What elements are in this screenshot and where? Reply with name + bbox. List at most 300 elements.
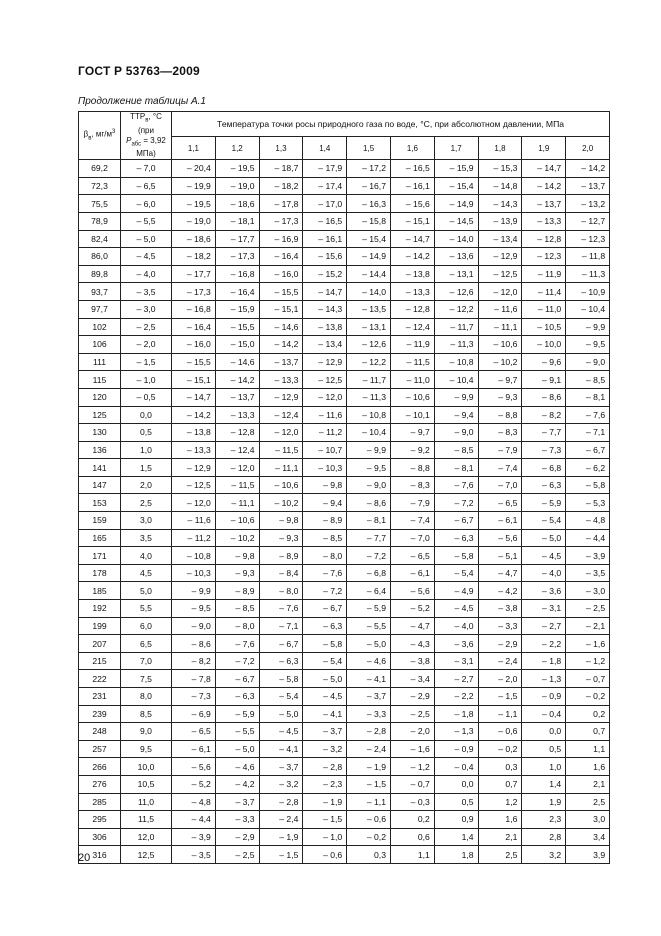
value-cell: – 8,5: [566, 371, 610, 389]
value-cell: – 16,4: [215, 283, 259, 301]
value-cell: – 14,2: [522, 177, 566, 195]
value-cell: – 15,8: [347, 212, 391, 230]
concentration-cell: 111: [79, 353, 121, 371]
value-cell: – 4,7: [390, 617, 434, 635]
concentration-cell: 231: [79, 688, 121, 706]
value-cell: – 8,4: [259, 564, 303, 582]
value-cell: – 10,4: [434, 371, 478, 389]
value-cell: 3,9: [566, 846, 610, 864]
value-cell: 0,0: [522, 723, 566, 741]
dew-point-cell: – 0,5: [121, 388, 172, 406]
value-cell: – 5,9: [347, 600, 391, 618]
pressure-header-cell: 2,0: [566, 137, 610, 160]
value-cell: – 19,5: [215, 160, 259, 178]
value-cell: – 3,8: [390, 652, 434, 670]
value-cell: – 3,9: [172, 828, 216, 846]
value-cell: – 8,2: [522, 406, 566, 424]
value-cell: – 7,1: [259, 617, 303, 635]
value-cell: – 2,0: [390, 723, 434, 741]
value-cell: – 7,0: [390, 529, 434, 547]
value-cell: – 17,0: [303, 195, 347, 213]
value-cell: – 14,7: [172, 388, 216, 406]
value-cell: – 4,1: [259, 740, 303, 758]
dew-point-cell: – 7,0: [121, 160, 172, 178]
value-cell: – 15,9: [434, 160, 478, 178]
value-cell: – 5,8: [566, 476, 610, 494]
value-cell: – 3,7: [303, 723, 347, 741]
value-cell: – 6,3: [259, 652, 303, 670]
value-cell: – 9,0: [347, 476, 391, 494]
table-row: [79, 476, 610, 494]
value-cell: – 1,0: [303, 828, 347, 846]
value-cell: – 15,5: [172, 353, 216, 371]
value-cell: – 16,4: [172, 318, 216, 336]
concentration-cell: 102: [79, 318, 121, 336]
value-cell: 0,5: [522, 740, 566, 758]
column-header-concentration: $\beta_в$, $мг/м^3$: [79, 112, 121, 160]
value-cell: – 6,1: [390, 564, 434, 582]
table-row: [79, 547, 610, 565]
value-cell: – 10,2: [215, 529, 259, 547]
value-cell: – 3,7: [215, 793, 259, 811]
concentration-cell: 199: [79, 617, 121, 635]
value-cell: – 0,6: [478, 723, 522, 741]
table-row: [79, 635, 610, 653]
dew-point-cell: – 2,0: [121, 336, 172, 354]
value-cell: – 9,3: [478, 388, 522, 406]
page-number: 20: [78, 852, 91, 864]
value-cell: – 6,3: [215, 688, 259, 706]
table-row: [79, 212, 610, 230]
value-cell: – 3,5: [566, 564, 610, 582]
value-cell: – 6,7: [303, 600, 347, 618]
value-cell: – 5,1: [478, 547, 522, 565]
table-row: [79, 600, 610, 618]
table-row: [79, 564, 610, 582]
concentration-cell: 178: [79, 564, 121, 582]
value-cell: 1,6: [566, 758, 610, 776]
dew-point-cell: – 4,5: [121, 248, 172, 266]
value-cell: – 11,9: [390, 336, 434, 354]
value-cell: – 1,2: [390, 758, 434, 776]
value-cell: 1,6: [478, 811, 522, 829]
value-cell: – 11,7: [347, 371, 391, 389]
value-cell: – 4,5: [303, 688, 347, 706]
value-cell: – 11,1: [215, 494, 259, 512]
value-cell: – 0,4: [522, 705, 566, 723]
dew-point-cell: 3,5: [121, 529, 172, 547]
value-cell: – 2,9: [478, 635, 522, 653]
value-cell: – 7,8: [172, 670, 216, 688]
table-row: [79, 582, 610, 600]
value-cell: – 1,3: [434, 723, 478, 741]
value-cell: 3,2: [522, 846, 566, 864]
value-cell: – 9,4: [303, 494, 347, 512]
value-cell: – 15,5: [259, 283, 303, 301]
value-cell: – 1,3: [522, 670, 566, 688]
value-cell: – 9,9: [172, 582, 216, 600]
column-group-header-pressure: Температура точки росы природного газа по воде, °С, при абсолютном давлении, МПа: [172, 112, 610, 137]
value-cell: – 17,9: [303, 160, 347, 178]
value-cell: – 13,1: [347, 318, 391, 336]
concentration-cell: 75,5: [79, 195, 121, 213]
value-cell: – 14,2: [566, 160, 610, 178]
value-cell: – 4,5: [259, 723, 303, 741]
table-row: [79, 758, 610, 776]
concentration-cell: 141: [79, 459, 121, 477]
value-cell: – 8,8: [478, 406, 522, 424]
value-cell: – 11,5: [215, 476, 259, 494]
value-cell: – 4,6: [215, 758, 259, 776]
value-cell: – 8,1: [347, 512, 391, 530]
table-row: [79, 248, 610, 266]
value-cell: – 11,2: [172, 529, 216, 547]
dew-point-cell: 11,0: [121, 793, 172, 811]
value-cell: – 5,4: [434, 564, 478, 582]
value-cell: 1,2: [478, 793, 522, 811]
value-cell: – 9,9: [434, 388, 478, 406]
value-cell: – 7,7: [522, 424, 566, 442]
concentration-cell: 285: [79, 793, 121, 811]
value-cell: – 9,4: [434, 406, 478, 424]
value-cell: – 18,2: [259, 177, 303, 195]
value-cell: – 3,0: [566, 582, 610, 600]
dew-point-cell: 1,5: [121, 459, 172, 477]
table-row: [79, 406, 610, 424]
value-cell: – 0,7: [390, 775, 434, 793]
value-cell: – 11,5: [259, 441, 303, 459]
value-cell: 2,5: [478, 846, 522, 864]
value-cell: – 14,7: [303, 283, 347, 301]
value-cell: – 4,4: [566, 529, 610, 547]
value-cell: – 8,5: [434, 441, 478, 459]
value-cell: – 5,9: [215, 705, 259, 723]
value-cell: – 10,8: [172, 547, 216, 565]
value-cell: – 1,5: [478, 688, 522, 706]
table-body: [79, 160, 610, 864]
value-cell: – 14,2: [259, 336, 303, 354]
concentration-cell: 125: [79, 406, 121, 424]
value-cell: – 13,1: [434, 265, 478, 283]
value-cell: – 2,4: [259, 811, 303, 829]
value-cell: – 13,8: [390, 265, 434, 283]
value-cell: – 12,8: [390, 300, 434, 318]
table-row: [79, 670, 610, 688]
table-row: [79, 828, 610, 846]
value-cell: – 8,2: [172, 652, 216, 670]
value-cell: – 13,7: [259, 353, 303, 371]
value-cell: – 14,6: [259, 318, 303, 336]
value-cell: – 9,6: [522, 353, 566, 371]
value-cell: – 13,8: [172, 424, 216, 442]
value-cell: – 8,8: [390, 459, 434, 477]
value-cell: – 1,9: [303, 793, 347, 811]
pressure-header-cell: 1,5: [347, 137, 391, 160]
value-cell: – 16,1: [303, 230, 347, 248]
value-cell: – 15,3: [478, 160, 522, 178]
value-cell: – 13,3: [215, 406, 259, 424]
value-cell: – 19,0: [215, 177, 259, 195]
value-cell: – 14,2: [172, 406, 216, 424]
table-row: [79, 740, 610, 758]
value-cell: – 2,5: [215, 846, 259, 864]
value-cell: – 0,2: [347, 828, 391, 846]
value-cell: – 12,8: [215, 424, 259, 442]
value-cell: – 2,3: [303, 775, 347, 793]
value-cell: – 12,0: [215, 459, 259, 477]
value-cell: – 9,9: [347, 441, 391, 459]
value-cell: – 6,2: [566, 459, 610, 477]
value-cell: 0,6: [390, 828, 434, 846]
value-cell: – 6,9: [172, 705, 216, 723]
value-cell: – 5,0: [215, 740, 259, 758]
value-cell: – 11,1: [478, 318, 522, 336]
pressure-header-cell: 1,7: [434, 137, 478, 160]
value-cell: – 0,9: [434, 740, 478, 758]
dew-point-cell: – 5,5: [121, 212, 172, 230]
value-cell: – 15,4: [347, 230, 391, 248]
value-cell: – 3,6: [434, 635, 478, 653]
value-cell: – 12,5: [303, 371, 347, 389]
value-cell: – 17,7: [172, 265, 216, 283]
dew-point-cell: 0,5: [121, 424, 172, 442]
value-cell: – 12,9: [478, 248, 522, 266]
table-row: [79, 846, 610, 864]
value-cell: – 15,5: [215, 318, 259, 336]
value-cell: 0,9: [434, 811, 478, 829]
value-cell: – 1,6: [390, 740, 434, 758]
value-cell: – 11,3: [347, 388, 391, 406]
value-cell: – 1,2: [566, 652, 610, 670]
value-cell: – 8,1: [566, 388, 610, 406]
value-cell: – 12,0: [172, 494, 216, 512]
value-cell: – 15,1: [172, 371, 216, 389]
concentration-cell: 147: [79, 476, 121, 494]
value-cell: – 1,5: [347, 775, 391, 793]
concentration-cell: 86,0: [79, 248, 121, 266]
value-cell: – 10,0: [522, 336, 566, 354]
table-row: [79, 723, 610, 741]
value-cell: – 3,2: [259, 775, 303, 793]
value-cell: – 2,1: [566, 617, 610, 635]
value-cell: – 8,6: [172, 635, 216, 653]
concentration-cell: 257: [79, 740, 121, 758]
value-cell: 1,9: [522, 793, 566, 811]
value-cell: – 13,4: [303, 336, 347, 354]
value-cell: – 14,6: [215, 353, 259, 371]
value-cell: – 12,0: [478, 283, 522, 301]
value-cell: 1,0: [522, 758, 566, 776]
value-cell: – 9,3: [259, 529, 303, 547]
value-cell: – 11,2: [303, 424, 347, 442]
value-cell: – 16,5: [390, 160, 434, 178]
value-cell: – 5,5: [215, 723, 259, 741]
value-cell: – 0,6: [303, 846, 347, 864]
value-cell: 0,0: [434, 775, 478, 793]
value-cell: – 16,8: [215, 265, 259, 283]
value-cell: – 3,6: [522, 582, 566, 600]
value-cell: – 7,6: [434, 476, 478, 494]
value-cell: – 15,9: [215, 300, 259, 318]
value-cell: – 8,3: [478, 424, 522, 442]
value-cell: – 5,4: [303, 652, 347, 670]
concentration-cell: 192: [79, 600, 121, 618]
value-cell: – 14,0: [347, 283, 391, 301]
value-cell: – 11,0: [390, 371, 434, 389]
value-cell: – 5,0: [347, 635, 391, 653]
dew-point-cell: – 6,5: [121, 177, 172, 195]
concentration-cell: 215: [79, 652, 121, 670]
value-cell: – 13,6: [434, 248, 478, 266]
value-cell: – 10,1: [390, 406, 434, 424]
concentration-cell: 153: [79, 494, 121, 512]
dew-point-cell: 2,0: [121, 476, 172, 494]
value-cell: – 10,8: [434, 353, 478, 371]
value-cell: – 18,6: [172, 230, 216, 248]
value-cell: – 11,6: [478, 300, 522, 318]
value-cell: – 13,7: [566, 177, 610, 195]
value-cell: – 1,1: [347, 793, 391, 811]
value-cell: – 5,0: [522, 529, 566, 547]
concentration-cell: 97,7: [79, 300, 121, 318]
value-cell: – 3,7: [347, 688, 391, 706]
table-caption: Продолжение таблицы А.1: [78, 96, 206, 107]
concentration-cell: 93,7: [79, 283, 121, 301]
table-row: [79, 424, 610, 442]
value-cell: – 7,2: [215, 652, 259, 670]
value-cell: – 14,5: [434, 212, 478, 230]
value-cell: – 12,8: [522, 230, 566, 248]
value-cell: – 6,8: [522, 459, 566, 477]
value-cell: 0,7: [566, 723, 610, 741]
dew-point-cell: – 1,5: [121, 353, 172, 371]
concentration-cell: 185: [79, 582, 121, 600]
value-cell: – 12,4: [215, 441, 259, 459]
value-cell: – 15,4: [434, 177, 478, 195]
value-cell: 3,0: [566, 811, 610, 829]
concentration-cell: 276: [79, 775, 121, 793]
value-cell: – 18,1: [215, 212, 259, 230]
value-cell: – 9,5: [172, 600, 216, 618]
table-row: [79, 811, 610, 829]
dew-point-cell: 5,5: [121, 600, 172, 618]
value-cell: – 19,0: [172, 212, 216, 230]
value-cell: – 1,8: [522, 652, 566, 670]
table-row: [79, 195, 610, 213]
value-cell: – 3,4: [390, 670, 434, 688]
value-cell: – 1,5: [303, 811, 347, 829]
value-cell: 2,5: [566, 793, 610, 811]
value-cell: – 17,7: [215, 230, 259, 248]
value-cell: – 9,5: [347, 459, 391, 477]
value-cell: – 11,3: [566, 265, 610, 283]
value-cell: – 13,9: [478, 212, 522, 230]
value-cell: – 13,3: [522, 212, 566, 230]
value-cell: – 18,2: [172, 248, 216, 266]
value-cell: – 12,0: [259, 424, 303, 442]
value-cell: – 2,5: [566, 600, 610, 618]
value-cell: – 12,5: [478, 265, 522, 283]
value-cell: – 0,7: [566, 670, 610, 688]
concentration-cell: 316: [79, 846, 121, 864]
value-cell: – 4,5: [434, 600, 478, 618]
concentration-cell: 239: [79, 705, 121, 723]
value-cell: – 15,2: [303, 265, 347, 283]
value-cell: – 14,9: [434, 195, 478, 213]
value-cell: – 13,7: [215, 388, 259, 406]
value-cell: – 8,6: [347, 494, 391, 512]
value-cell: – 5,6: [390, 582, 434, 600]
value-cell: – 13,4: [478, 230, 522, 248]
value-cell: – 5,6: [172, 758, 216, 776]
pressure-header-cell: 1,9: [522, 137, 566, 160]
dew-point-cell: 10,0: [121, 758, 172, 776]
value-cell: – 12,5: [172, 476, 216, 494]
value-cell: – 3,3: [347, 705, 391, 723]
concentration-cell: 120: [79, 388, 121, 406]
value-cell: – 16,9: [259, 230, 303, 248]
value-cell: – 6,3: [303, 617, 347, 635]
value-cell: – 8,3: [390, 476, 434, 494]
value-cell: – 0,6: [347, 811, 391, 829]
table-row: [79, 652, 610, 670]
value-cell: – 10,3: [303, 459, 347, 477]
dew-point-table: [78, 111, 610, 864]
value-cell: – 2,2: [434, 688, 478, 706]
value-cell: – 10,9: [566, 283, 610, 301]
value-cell: – 10,2: [478, 353, 522, 371]
value-cell: – 16,3: [347, 195, 391, 213]
dew-point-cell: 1,0: [121, 441, 172, 459]
concentration-cell: 136: [79, 441, 121, 459]
value-cell: – 7,3: [172, 688, 216, 706]
value-cell: – 2,8: [259, 793, 303, 811]
value-cell: – 1,9: [259, 828, 303, 846]
value-cell: – 13,3: [259, 371, 303, 389]
dew-point-cell: 9,5: [121, 740, 172, 758]
value-cell: – 17,4: [303, 177, 347, 195]
value-cell: 0,3: [347, 846, 391, 864]
table-row: [79, 705, 610, 723]
dew-point-cell: 0,0: [121, 406, 172, 424]
value-cell: – 0,2: [566, 688, 610, 706]
value-cell: – 18,6: [215, 195, 259, 213]
value-cell: – 7,6: [303, 564, 347, 582]
value-cell: – 1,5: [259, 846, 303, 864]
value-cell: – 6,5: [390, 547, 434, 565]
value-cell: – 6,7: [434, 512, 478, 530]
value-cell: – 6,7: [215, 670, 259, 688]
table-row: [79, 336, 610, 354]
value-cell: – 16,1: [390, 177, 434, 195]
value-cell: 0,3: [478, 758, 522, 776]
value-cell: – 4,0: [522, 564, 566, 582]
value-cell: – 6,1: [172, 740, 216, 758]
value-cell: – 4,8: [566, 512, 610, 530]
value-cell: – 9,9: [566, 318, 610, 336]
value-cell: – 12,7: [566, 212, 610, 230]
value-cell: – 8,9: [303, 512, 347, 530]
value-cell: – 4,7: [478, 564, 522, 582]
value-cell: – 14,8: [478, 177, 522, 195]
value-cell: – 10,6: [478, 336, 522, 354]
dew-point-cell: 6,0: [121, 617, 172, 635]
value-cell: – 3,1: [522, 600, 566, 618]
value-cell: – 7,2: [303, 582, 347, 600]
value-cell: – 17,3: [172, 283, 216, 301]
pressure-header-cell: 1,4: [303, 137, 347, 160]
value-cell: – 2,4: [478, 652, 522, 670]
